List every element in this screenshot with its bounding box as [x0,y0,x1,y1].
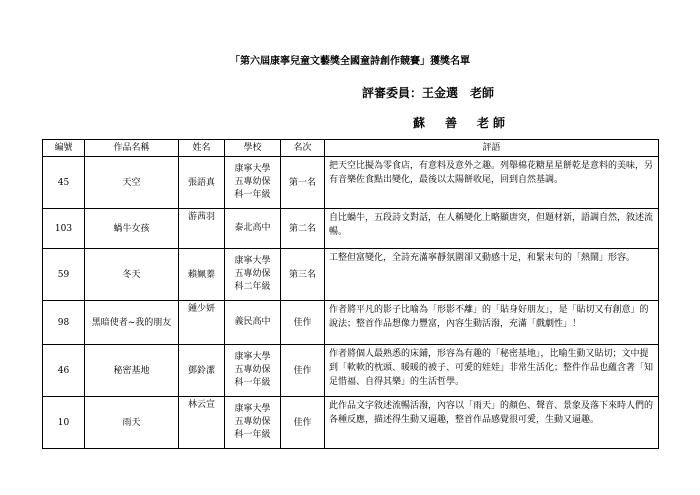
cell-school [225,157,281,209]
cell-work: 蝸牛女孩 [85,209,179,249]
cell-review: 此作品文字敘述流暢活潑，內容以「雨天」的顏色、聲音、景象及落下來時人們的各種反應，描述得生動又逼趣，整首作品感覺很可愛，生動又逼趣。 [325,397,659,449]
school-line: 科一年級 [234,190,271,200]
cell-school [225,249,281,301]
cell-name: 賴姵蓁 [179,249,225,301]
cell-work: 雨天 [85,397,179,449]
cell-rank: 佳作 [281,301,325,345]
cell-review: 工整但富變化，全詩充滿寧靜氛圍卻又動感十足，和緊末句的「熱鬧」形容。 [325,249,659,301]
cell-name: 林云宣 [179,397,225,449]
school-line: 泰北高中 [234,223,271,233]
cell-name: 鄧鈴潔 [179,345,225,397]
award-table [42,139,659,449]
table-row [43,301,659,345]
cell-name: 游茜羽 [179,209,225,249]
cell-id: 103 [43,209,85,249]
cell-id: 98 [43,301,85,345]
school-line: 五專幼保 [234,269,271,279]
col-header-name: 姓名 [179,140,225,157]
col-header-work: 作品名稱 [85,140,179,157]
cell-school [225,345,281,397]
col-header-school: 學校 [225,140,281,157]
cell-rank: 第一名 [281,157,325,209]
judge-line-1: 評審委員：王金選 老師 [362,86,495,100]
table-row [43,397,659,449]
cell-id: 45 [43,157,85,209]
cell-review: 作者將個人最熟悉的床鋪，形容為有趣的「秘密基地」，比喻生動又貼切；文中提到「軟軟的枕頭、暖暖的被子、可愛的娃娃」非常生活化；整件作品也蘊含著「知足惜福、自得其樂」的生活哲學。 [325,345,659,397]
col-header-rank: 名次 [281,140,325,157]
cell-id: 46 [43,345,85,397]
col-header-review: 評語 [325,140,659,157]
cell-rank: 佳作 [281,345,325,397]
table-header-row [43,140,659,157]
school-line: 康寧大學 [234,256,271,266]
cell-work: 冬天 [85,249,179,301]
cell-rank: 佳作 [281,397,325,449]
school-line: 五專幼保 [234,177,271,187]
school-line: 科一年級 [234,430,271,440]
table-row [43,249,659,301]
cell-id: 10 [43,397,85,449]
cell-work: 黑暗使者~我的朋友 [85,301,179,345]
school-line: 五專幼保 [234,365,271,375]
school-line: 五專幼保 [234,417,271,427]
school-line: 康寧大學 [234,164,271,174]
school-line: 康寧大學 [234,404,271,414]
cell-review: 自比蝸牛，五段詩文對話，在人稱變化上略顯唐突，但題材新，語調自然，敘述流暢。 [325,209,659,249]
table-row [43,209,659,249]
col-header-id: 編號 [43,140,85,157]
school-line: 康寧大學 [234,352,271,362]
judge-line-2: 蘇 善 老師 [413,116,510,130]
school-line: 科一年級 [234,378,271,388]
school-line: 義民高中 [234,317,271,327]
cell-work: 秘密基地 [85,345,179,397]
cell-id: 59 [43,249,85,301]
cell-review: 作者將平凡的影子比喻為「形影不離」的「貼身好朋友」，是「貼切又有創意」的說法；整首作品想像力豐富，內容生動活潑，充滿「戲劇性」！ [325,301,659,345]
cell-rank: 第二名 [281,209,325,249]
table-row [43,157,659,209]
table-row [43,345,659,397]
page-title: 「第六屆康寧兒童文藝獎全國童詩創作競賽」獲獎名單 [230,56,470,67]
cell-school [225,397,281,449]
cell-review: 把天空比擬為零食店，有意料及意外之趣。列舉棉花糖星星餅乾是意料的美味，另有音樂佐食點出變化，最後以太陽餅收尾，回到自然基調。 [325,157,659,209]
cell-rank: 第三名 [281,249,325,301]
cell-school [225,301,281,345]
cell-name: 張語真 [179,157,225,209]
school-line: 科二年級 [234,282,271,292]
cell-work: 天空 [85,157,179,209]
cell-name: 鍾少妍 [179,301,225,345]
cell-school [225,209,281,249]
